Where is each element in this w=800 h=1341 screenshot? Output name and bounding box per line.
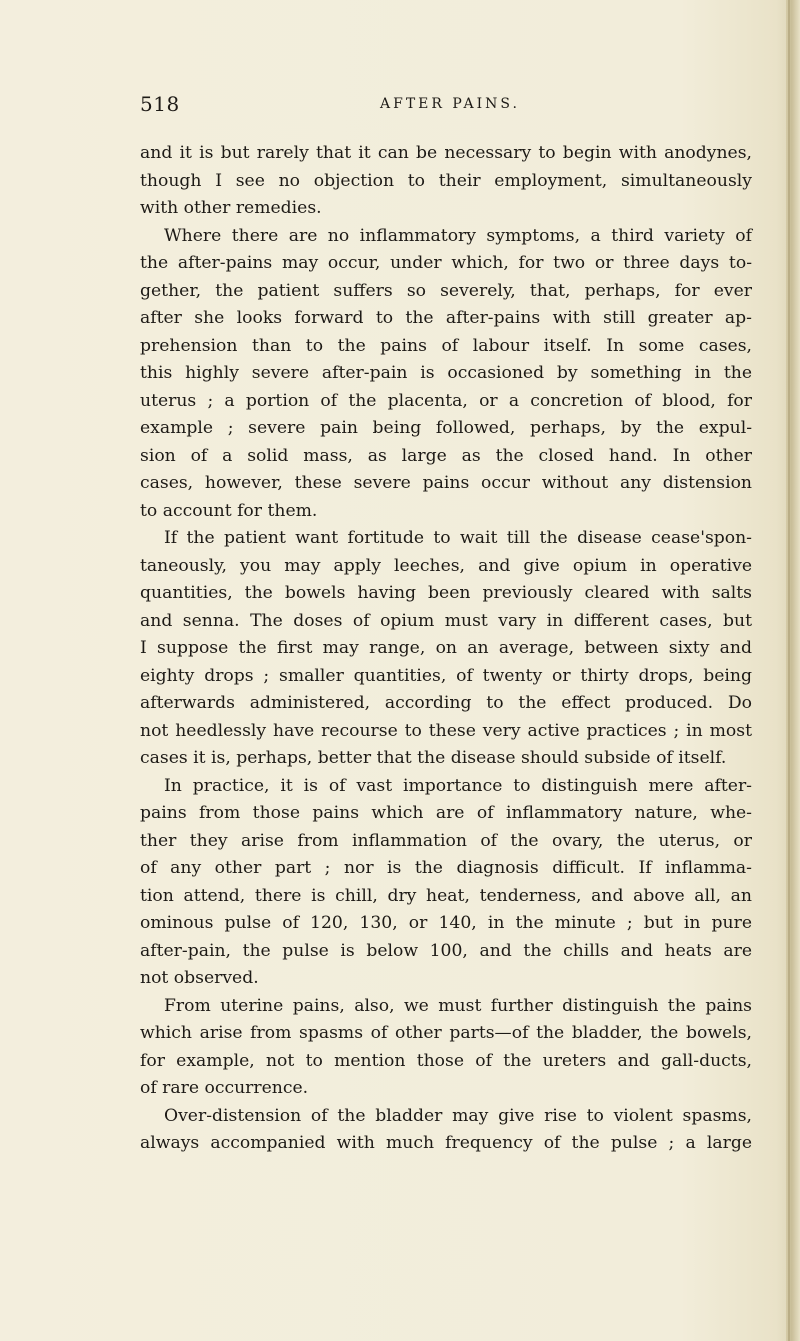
text-line: tion attend, there is chill, dry heat, tenderness, and above all, an	[140, 885, 752, 906]
text-line: Where there are no inflammatory symptoms, a third variety of	[164, 225, 752, 246]
text-line: prehension than to the pains of labour itself. In some cases,	[140, 335, 752, 356]
text-line: and it is but rarely that it can be necessary to begin with anodynes,	[140, 143, 752, 163]
text-line: of any other part ; nor is the diagnosis difficult. If inflamma-	[140, 858, 752, 878]
text-line: always accompanied with much frequency of the pulse ; a large	[140, 1133, 752, 1153]
text-line: not observed.	[140, 968, 259, 988]
text-line: to account for them.	[140, 500, 318, 521]
text-line: I suppose the first may range, on an average, between sixty and	[140, 638, 752, 658]
running-head: AFTER PAINS.	[380, 96, 520, 112]
text-line: ther they arise from inflammation of the ovary, the uterus, or	[140, 830, 752, 851]
text-line: cases, however, these severe pains occur without any distension	[140, 473, 752, 493]
text-line: for example, not to mention those of the ureters and gall-ducts,	[140, 1050, 752, 1071]
body-text	[140, 140, 752, 1158]
text-line: From uterine pains, also, we must further distinguish the pains	[164, 995, 752, 1016]
text-line: eighty drops ; smaller quantities, of twenty or thirty drops, being	[140, 665, 752, 686]
text-line: of rare occurrence.	[140, 1078, 309, 1098]
text-line: after-pain, the pulse is below 100, and the chills and heats are	[140, 940, 752, 961]
page-header	[140, 92, 750, 118]
text-line: cases it is, perhaps, better that the disease should subside of itself.	[140, 748, 727, 768]
text-line: not heedlessly have recourse to these very active practices ; in most	[140, 720, 752, 741]
text-line: and senna. The doses of opium must vary in different cases, but	[140, 610, 752, 631]
text-line: If the patient want fortitude to wait till the disease cease'spon-	[164, 528, 752, 548]
text-line: the after-pains may occur, under which, for two or three days to-	[140, 253, 752, 273]
text-line: though I see no objection to their employment, simultaneously	[140, 170, 752, 191]
text-line: Over-distension of the bladder may give rise to violent spasms,	[164, 1105, 752, 1126]
page-number: 518	[140, 92, 180, 116]
text-line: ominous pulse of 120, 130, or 140, in the minute ; but in pure	[140, 913, 752, 933]
text-line: example ; severe pain being followed, perhaps, by the expul-	[140, 418, 752, 438]
text-line: taneously, you may apply leeches, and give opium in operative	[140, 555, 752, 576]
text-line: which arise from spasms of other parts—of the bladder, the bowels,	[140, 1023, 752, 1043]
text-line: sion of a solid mass, as large as the closed hand. In other	[140, 445, 752, 466]
text-line: quantities, the bowels having been previously cleared with salts	[140, 583, 752, 603]
text-line: with other remedies.	[140, 198, 322, 218]
text-line: In practice, it is of vast importance to distinguish mere after-	[164, 775, 752, 796]
text-line: gether, the patient suffers so severely, that, perhaps, for ever	[140, 280, 752, 301]
page-edge-line	[788, 0, 790, 1341]
text-line: after she looks forward to the after-pains with still greater ap-	[140, 308, 752, 328]
text-line: this highly severe after-pain is occasioned by something in the	[140, 363, 752, 383]
text-line: pains from those pains which are of inflammatory nature, whe-	[140, 803, 752, 823]
text-line: uterus ; a portion of the placenta, or a concretion of blood, for	[140, 390, 752, 411]
text-line: afterwards administered, according to the effect produced. Do	[140, 693, 752, 713]
